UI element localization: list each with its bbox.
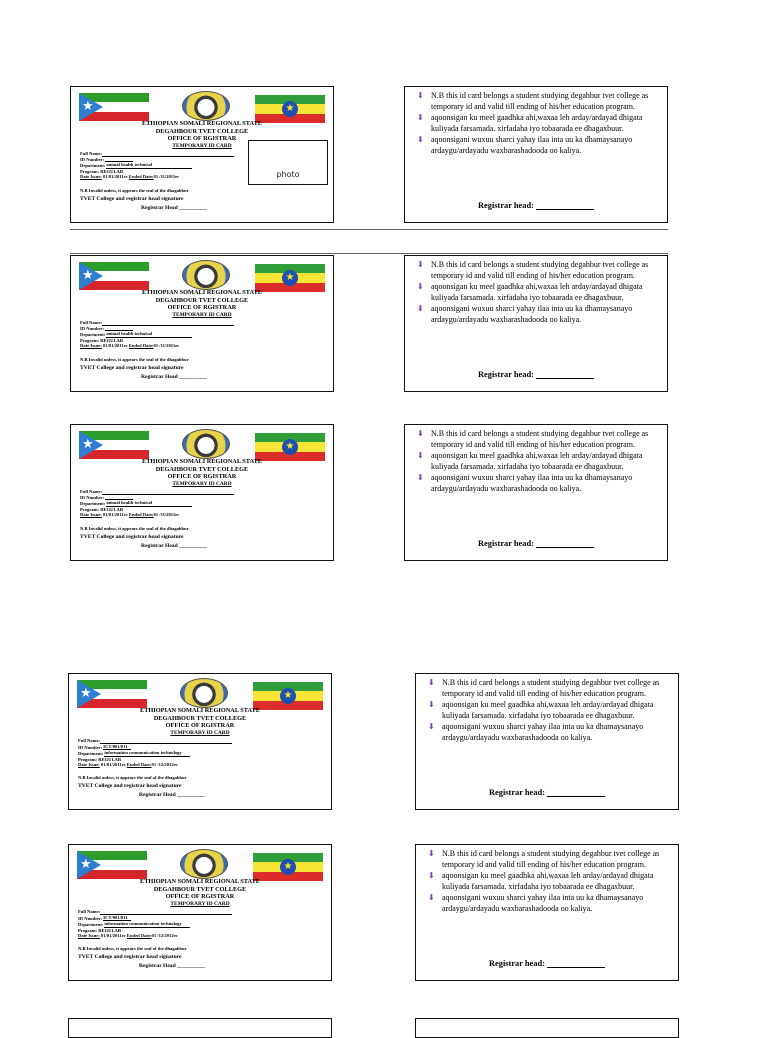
card-rule-text: N.B this id card belongs a student studying degahbur tvet college as temporary id and valid till ending of his/her education program.: [442, 678, 660, 698]
ended-date-label: Ended Date:: [126, 762, 152, 768]
bullet-arrow-icon: ⬇: [417, 260, 424, 269]
id-number-label: ID Number:: [78, 744, 103, 750]
bullet-arrow-icon: ⬇: [428, 849, 435, 858]
program-value: REGULAR: [100, 337, 124, 343]
card-rule-text: aqoonsigan ku meel gaadhka ahi,waxaa leh arday/ardayad dhigata kuliyada farsamada. xirfadaha iyo tobaarada ee dhagaxbuur.: [431, 451, 643, 471]
registrar-head-line: Registrar Head __________: [141, 374, 208, 380]
registrar-head-label: Registrar head:: [478, 539, 534, 548]
full-name-label: Full Name:: [80, 320, 103, 325]
registrar-head-signature: [405, 201, 667, 210]
program-label: Program:: [80, 506, 100, 512]
card-header-line: OFFICE OF RGISTRAR: [167, 473, 237, 480]
program-value: REGULAR: [98, 756, 122, 762]
card-header-line: TEMPORARY ID CARD: [172, 142, 232, 149]
bullet-arrow-icon: ⬇: [428, 893, 435, 902]
id-number-value: ICT/001/011: [103, 915, 131, 922]
registrar-head-line: Registrar Head __________: [141, 205, 208, 211]
bullet-arrow-icon: ⬇: [428, 700, 435, 709]
card-rules-list: [417, 90, 663, 156]
card-rule-text: N.B this id card belongs a student studying degahbur tvet college as temporary id and valid till ending of his/her education program.: [442, 849, 660, 869]
registrar-head-signature: [405, 539, 667, 548]
bullet-arrow-icon: ⬇: [417, 473, 424, 482]
somali-region-flag-icon: ★: [79, 93, 149, 121]
department-label: Department:: [80, 163, 106, 169]
invalid-note: N.B Invalid unless, it appears the seal of the dhagahbur: [80, 357, 189, 362]
date-issue-label: Date Issue:: [80, 343, 102, 349]
card-header-line: TEMPORARY ID CARD: [172, 311, 232, 318]
signature-line: TVET College and registrar head signature: [80, 534, 184, 540]
ended-date-label: Ended Date:: [128, 343, 154, 349]
ended-date-value: 01 /11/2011ec: [153, 512, 180, 518]
id-number-label: ID Number:: [80, 156, 105, 162]
card-rule-item: [417, 281, 663, 303]
registrar-head-signature: [405, 370, 667, 379]
somali-region-flag-icon: ★: [79, 262, 149, 290]
registrar-head-signature: [416, 959, 678, 968]
card-rule-text: aqoonsigani wuxuu sharci yahay ilaa inta uu ka dhamaysanayo ardaygu/ardayadu waxbarashadooda oo kaliya.: [442, 893, 644, 913]
id-number-label: ID Number:: [80, 494, 105, 500]
date-issue-label: Date Issue:: [80, 512, 102, 518]
id-card-partial: [68, 1018, 332, 1038]
college-logo-icon: [180, 849, 228, 879]
card-rule-text: N.B this id card belongs a student studying degahbur tvet college as temporary id and valid till ending of his/her education program.: [431, 91, 649, 111]
photo-label: photo: [276, 170, 300, 179]
ended-date-value: 01 /11/2011ec: [153, 174, 180, 180]
card-rule-text: aqoonsigan ku meel gaadhka ahi,waxaa leh arday/ardayad dhigata kuliyada farsamada. xirfadaha iyo tobaarada ee dhagaxbuur.: [442, 871, 654, 891]
id-card-front: [70, 86, 334, 223]
bullet-arrow-icon: ⬇: [417, 451, 424, 460]
ethiopia-flag-icon: ★: [253, 682, 323, 710]
photo-box: [248, 140, 328, 185]
registrar-head-sign-line: [536, 209, 594, 210]
registrar-head-label: Registrar head:: [489, 788, 545, 797]
card-rule-text: N.B this id card belongs a student studying degahbur tvet college as temporary id and valid till ending of his/her education program.: [431, 260, 649, 280]
card-fields: [78, 909, 328, 939]
card-header-line: OFFICE OF RGISTRAR: [167, 304, 237, 311]
separator-line: [70, 253, 668, 254]
card-rules-list: [417, 428, 663, 494]
signature-line: TVET College and registrar head signature: [80, 365, 184, 371]
id-number-label: ID Number:: [80, 325, 105, 331]
registrar-head-sign-line: [536, 547, 594, 548]
registrar-head-line: Registrar Head __________: [139, 963, 206, 969]
card-header-line: OFFICE OF RGISTRAR: [167, 135, 237, 142]
ethiopia-flag-icon: ★: [253, 853, 323, 881]
registrar-head-sign-line: [547, 967, 605, 968]
card-rules-list: [428, 848, 674, 914]
department-value: animal health technical: [106, 331, 192, 338]
id-card-back: [415, 673, 679, 810]
signature-line: TVET College and registrar head signature: [78, 954, 182, 960]
card-rule-item: [428, 699, 674, 721]
department-label: Department:: [80, 501, 106, 507]
card-rule-text: aqoonsigan ku meel gaadhka ahi,waxaa leh arday/ardayad dhigata kuliyada farsamada. xirfadaha iyo tobaarada ee dhagaxbuur.: [442, 700, 654, 720]
full-name-label: Full Name:: [78, 909, 101, 914]
card-rule-text: N.B this id card belongs a student studying degahbur tvet college as temporary id and valid till ending of his/her education program.: [431, 429, 649, 449]
college-logo-icon: [182, 91, 230, 121]
card-header-line: ETHIOPIAN SOMALI REGIONAL STATE: [142, 458, 262, 465]
ethiopia-flag-icon: ★: [255, 264, 325, 292]
card-rule-item: [417, 303, 663, 325]
card-rule-item: [417, 134, 663, 156]
id-number-value: ICT/001/011: [103, 744, 131, 751]
card-header-line: ETHIOPIAN SOMALI REGIONAL STATE: [142, 120, 262, 127]
invalid-note: N.B Invalid unless, it appears the seal of the dhagahbur: [80, 188, 189, 193]
id-card-front: [70, 424, 334, 561]
somali-region-flag-icon: ★: [79, 431, 149, 459]
card-rules-list: [428, 677, 674, 743]
department-label: Department:: [80, 332, 106, 338]
date-issue-value: 01/01/2011ec: [100, 762, 126, 768]
card-rules-list: [417, 259, 663, 325]
signature-line: TVET College and registrar head signature: [80, 196, 184, 202]
ended-date-label: Ended Date:: [128, 174, 154, 180]
card-header-line: ETHIOPIAN SOMALI REGIONAL STATE: [142, 289, 262, 296]
registrar-head-sign-line: [547, 796, 605, 797]
card-fields: [80, 489, 330, 518]
department-value: animal health technical: [106, 500, 192, 507]
ethiopia-flag-icon: ★: [255, 95, 325, 123]
card-header-line: DEGAHBOUR TVET COLLEGE: [153, 714, 247, 722]
card-fields: [78, 738, 328, 768]
card-header-line: DEGAHBOUR TVET COLLEGE: [155, 465, 249, 473]
bullet-arrow-icon: ⬇: [417, 135, 424, 144]
program-label: Program:: [78, 927, 98, 933]
college-logo-icon: [182, 260, 230, 290]
card-rule-text: aqoonsigani wuxuu sharci yahay ilaa inta uu ka dhamaysanayo ardaygu/ardayadu waxbarashadooda oo kaliya.: [442, 722, 644, 742]
bullet-arrow-icon: ⬇: [417, 91, 424, 100]
ended-date-label: Ended Date:: [128, 512, 154, 518]
date-issue-label: Date Issue:: [78, 762, 100, 768]
department-value: animal health technical: [106, 162, 192, 169]
ended-date-value: 01 /12/2012ec: [151, 933, 178, 939]
invalid-note: N.B Invalid unless, it appears the seal of the dhagahbur: [78, 775, 187, 780]
card-header-line: DEGAHBOUR TVET COLLEGE: [153, 885, 247, 893]
ended-date-label: Ended Date:: [126, 933, 152, 939]
program-label: Program:: [80, 168, 100, 174]
registrar-head-label: Registrar head:: [478, 201, 534, 210]
full-name-label: Full Name:: [78, 738, 101, 743]
card-rule-text: aqoonsigan ku meel gaadhka ahi,waxaa leh arday/ardayad dhigata kuliyada farsamada. xirfadaha iyo tobaarada ee dhagaxbuur.: [431, 282, 643, 302]
department-label: Department:: [78, 922, 104, 928]
card-rule-item: [417, 450, 663, 472]
date-issue-value: 01/01/2011ec: [100, 933, 126, 939]
signature-line: TVET College and registrar head signature: [78, 783, 182, 789]
card-rule-item: [417, 90, 663, 112]
card-rule-item: [417, 259, 663, 281]
card-header-line: TEMPORARY ID CARD: [172, 480, 232, 487]
id-card-back: [404, 424, 668, 561]
full-name-label: Full Name:: [80, 151, 103, 156]
date-issue-label: Date Issue:: [80, 174, 102, 180]
bullet-arrow-icon: ⬇: [417, 429, 424, 438]
department-label: Department:: [78, 751, 104, 757]
somali-region-flag-icon: ★: [77, 851, 147, 879]
id-card-partial: [415, 1018, 679, 1038]
program-label: Program:: [78, 756, 98, 762]
card-rule-item: [428, 870, 674, 892]
card-rule-item: [428, 892, 674, 914]
bullet-arrow-icon: ⬇: [417, 304, 424, 313]
card-header-line: DEGAHBOUR TVET COLLEGE: [155, 127, 249, 135]
registrar-head-sign-line: [536, 378, 594, 379]
card-rule-text: aqoonsigani wuxuu sharci yahay ilaa inta uu ka dhamaysanayo ardaygu/ardayadu waxbarashadooda oo kaliya.: [431, 304, 633, 324]
registrar-head-signature: [416, 788, 678, 797]
id-number-label: ID Number:: [78, 915, 103, 921]
id-card-front: [68, 673, 332, 810]
bullet-arrow-icon: ⬇: [428, 871, 435, 880]
program-value: REGULAR: [100, 168, 124, 174]
card-rule-item: [417, 472, 663, 494]
separator-line: [70, 229, 668, 230]
program-label: Program:: [80, 337, 100, 343]
id-card-back: [404, 86, 668, 223]
card-header-line: OFFICE OF RGISTRAR: [165, 893, 235, 900]
ended-date-value: 01 /12/2012ec: [151, 762, 178, 768]
date-issue-value: 01/01/2011ec: [102, 512, 128, 518]
card-header-line: TEMPORARY ID CARD: [170, 729, 230, 736]
card-header-line: TEMPORARY ID CARD: [170, 900, 230, 907]
department-value: information communication technology: [104, 921, 190, 928]
card-rule-item: [428, 677, 674, 699]
card-rule-text: aqoonsigani wuxuu sharci yahay ilaa inta uu ka dhamaysanayo ardaygu/ardayadu waxbarashadooda oo kaliya.: [431, 473, 633, 493]
card-rule-item: [428, 848, 674, 870]
bullet-arrow-icon: ⬇: [428, 678, 435, 687]
college-logo-icon: [180, 678, 228, 708]
program-value: REGULAR: [98, 927, 122, 933]
somali-region-flag-icon: ★: [77, 680, 147, 708]
card-header-line: ETHIOPIAN SOMALI REGIONAL STATE: [140, 878, 260, 885]
id-card-front: [68, 844, 332, 981]
program-value: REGULAR: [100, 506, 124, 512]
date-issue-value: 01/01/2011ec: [102, 174, 128, 180]
department-value: information communication technology: [104, 750, 190, 757]
registrar-head-label: Registrar head:: [478, 370, 534, 379]
card-header-line: ETHIOPIAN SOMALI REGIONAL STATE: [140, 707, 260, 714]
full-name-label: Full Name:: [80, 489, 103, 494]
card-rule-item: [428, 721, 674, 743]
date-issue-label: Date Issue:: [78, 933, 100, 939]
card-rule-text: aqoonsigan ku meel gaadhka ahi,waxaa leh arday/ardayad dhigata kuliyada farsamada. xirfadaha iyo tobaarada ee dhagaxbuur.: [431, 113, 643, 133]
bullet-arrow-icon: ⬇: [428, 722, 435, 731]
registrar-head-label: Registrar head:: [489, 959, 545, 968]
card-rule-item: [417, 428, 663, 450]
card-rule-item: [417, 112, 663, 134]
invalid-note: N.B Invalid unless, it appears the seal of the dhagahbur: [78, 946, 187, 951]
ethiopia-flag-icon: ★: [255, 433, 325, 461]
id-card-front: [70, 255, 334, 392]
id-card-back: [415, 844, 679, 981]
invalid-note: N.B Invalid unless, it appears the seal of the dhagahbur: [80, 526, 189, 531]
bullet-arrow-icon: ⬇: [417, 113, 424, 122]
registrar-head-line: Registrar Head __________: [141, 543, 208, 549]
card-header-line: DEGAHBOUR TVET COLLEGE: [155, 296, 249, 304]
id-card-back: [404, 255, 668, 392]
college-logo-icon: [182, 429, 230, 459]
card-rule-text: aqoonsigani wuxuu sharci yahay ilaa inta uu ka dhamaysanayo ardaygu/ardayadu waxbarashadooda oo kaliya.: [431, 135, 633, 155]
registrar-head-line: Registrar Head __________: [139, 792, 206, 798]
bullet-arrow-icon: ⬇: [417, 282, 424, 291]
card-fields: [80, 320, 330, 349]
card-header-line: OFFICE OF RGISTRAR: [165, 722, 235, 729]
ended-date-value: 01 /11/2011ec: [153, 343, 180, 349]
date-issue-value: 01/01/2011ec: [102, 343, 128, 349]
